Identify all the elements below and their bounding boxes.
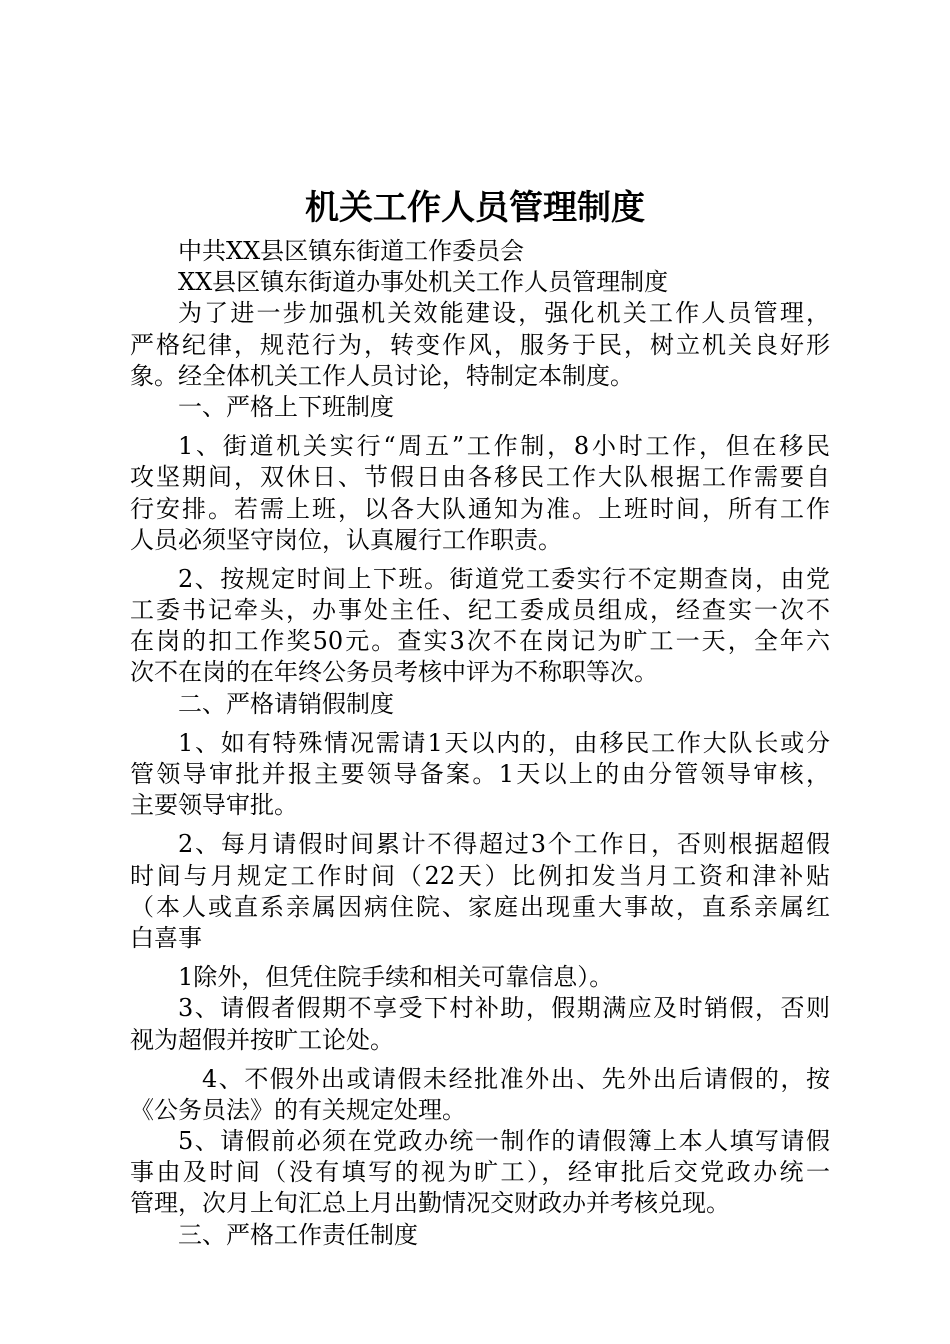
- paragraph-gap: [130, 1056, 830, 1064]
- text-line: 3、请假者假期不享受下村补助，假期满应及时销假，否则: [178, 994, 830, 1023]
- text-line: 三、严格工作责任制度: [178, 1220, 418, 1249]
- paragraph-gap: [130, 556, 830, 564]
- text-line: 2、按规定时间上下班。街道党工委实行不定期查岗，由党: [178, 564, 830, 593]
- text-line: 工委书记牵头，办事处主任、纪工委成员组成，经查实一次不: [130, 596, 830, 625]
- text-line: 严格纪律，规范行为，转变作风，服务于民，树立机关良好形: [130, 330, 830, 359]
- text-line: 象。经全体机关工作人员讨论，特制定本制度。: [130, 361, 634, 390]
- text-line: 中共XX县区镇东街道工作委员会: [178, 237, 525, 265]
- text-line: 行安排。若需上班，以各大队通知为准。上班时间，所有工作: [130, 494, 830, 523]
- paragraph-gap: [130, 720, 830, 728]
- text-line: 白喜事: [130, 923, 202, 952]
- text-line: 二、严格请销假制度: [178, 689, 394, 718]
- paragraph-gap: [130, 821, 830, 829]
- text-line: 一、严格上下班制度: [178, 392, 394, 421]
- text-line: 事由及时间（没有填写的视为旷工），经审批后交党政办统一: [130, 1158, 830, 1187]
- document-body: [130, 236, 830, 1251]
- text-line: 管领导审批并报主要领导备案。1天以上的由分管领导审核，: [130, 760, 830, 788]
- document-title: 机关工作人员管理制度: [305, 188, 645, 228]
- paragraph-gap: [130, 954, 830, 962]
- text-line: 在岗的扣工作奖50元。查实3次不在岗记为旷工一天，全年六: [130, 627, 830, 656]
- text-line: 次不在岗的在年终公务员考核中评为不称职等次。: [130, 658, 658, 687]
- text-line: 1、如有特殊情况需请1天以内的，由移民工作大队长或分: [178, 728, 830, 757]
- text-line: 视为超假并按旷工论处。: [130, 1025, 394, 1054]
- text-line: 攻坚期间，双休日、节假日由各移民工作大队根据工作需要自: [130, 463, 830, 492]
- text-line: 1除外，但凭住院手续和相关可靠信息）。: [178, 963, 614, 992]
- text-line: 1、街道机关实行“周五”工作制，8小时工作，但在移民: [178, 432, 830, 461]
- text-line: 5、请假前必须在党政办统一制作的请假簿上本人填写请假: [178, 1127, 830, 1156]
- paragraph-gap: [130, 423, 830, 431]
- text-line: 4、不假外出或请假未经批准外出、先外出后请假的，按: [202, 1064, 830, 1093]
- text-line: 为了进一步加强机关效能建设，强化机关工作人员管理，: [178, 299, 830, 328]
- text-line: 时间与月规定工作时间（22天）比例扣发当月工资和津补贴: [130, 861, 830, 890]
- text-line: 主要领导审批。: [130, 791, 298, 820]
- text-line: 《公务员法》的有关规定处理。: [130, 1095, 466, 1124]
- text-line: XX县区镇东街道办事处机关工作人员管理制度: [178, 268, 669, 297]
- text-line: 人员必须坚守岗位，认真履行工作职责。: [130, 525, 562, 554]
- text-line: 管理，次月上旬汇总上月出勤情况交财政办并考核兑现。: [130, 1189, 730, 1218]
- text-line: 2、每月请假时间累计不得超过3个工作日，否则根据超假: [178, 830, 830, 859]
- text-line: （本人或直系亲属因病住院、家庭出现重大事故，直系亲属红: [130, 892, 830, 921]
